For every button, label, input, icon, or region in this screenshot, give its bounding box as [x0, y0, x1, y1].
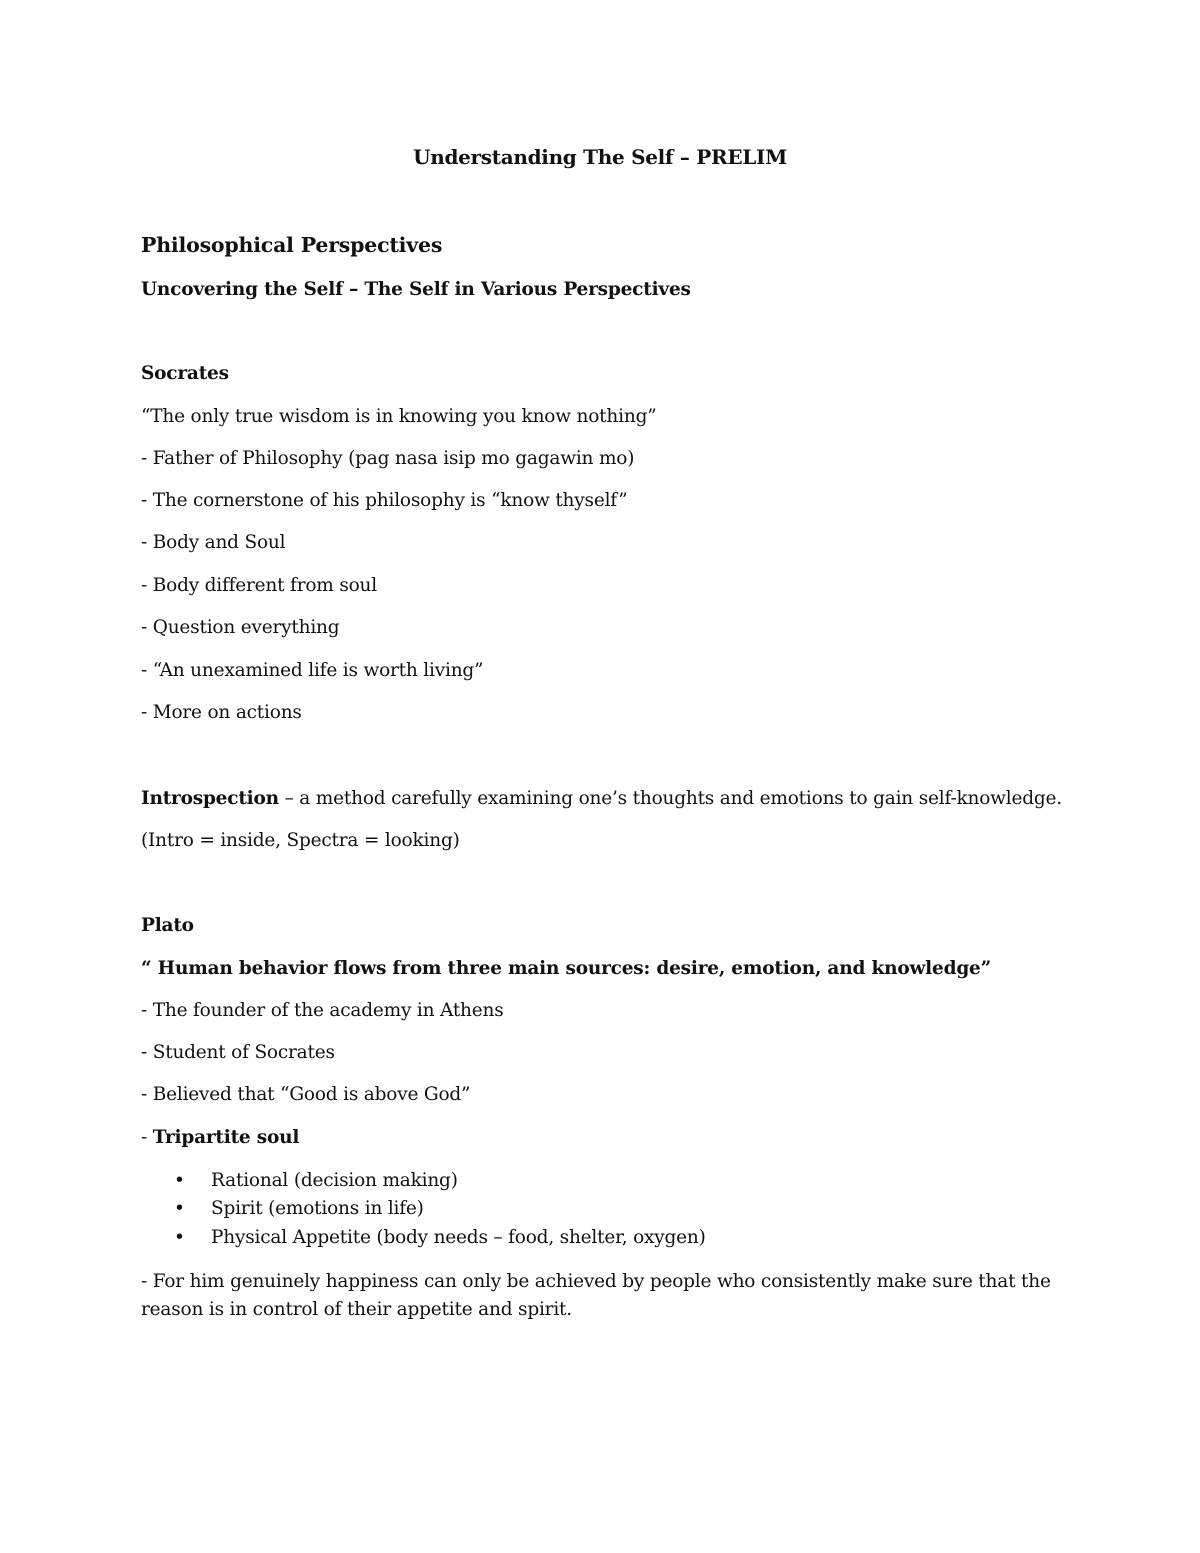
introspection-text: – a method carefully examining one’s thoughts and emotions to gain self-knowledge.	[278, 788, 1062, 809]
plato-quote: “ Human behavior flows from three main sources: desire, emotion, and knowledge”	[141, 958, 992, 979]
bullet-icon: •	[174, 1170, 185, 1191]
bullet-icon: •	[174, 1198, 185, 1219]
socrates-quote: “The only true wisdom is in knowing you know nothing”	[141, 406, 657, 427]
tripartite-dash: -	[141, 1127, 153, 1148]
socrates-point: - Question everything	[141, 617, 340, 638]
introspection-term: Introspection	[141, 788, 279, 809]
socrates-point: - “An unexamined life is worth living”	[141, 660, 484, 681]
section-heading: Philosophical Perspectives	[141, 233, 443, 257]
socrates-point: - More on actions	[141, 702, 302, 723]
plato-point: - The founder of the academy in Athens	[141, 1000, 504, 1021]
introspection-etymology: (Intro = inside, Spectra = looking)	[141, 830, 460, 851]
plato-conclusion: - For him genuinely happiness can only be achieved by people who consistently make sure that the reason is in control of their appetite and spirit.	[141, 1271, 1051, 1320]
tripartite-heading	[141, 1126, 299, 1150]
socrates-point: - Body and Soul	[141, 532, 286, 553]
list-item: Physical Appetite (body needs – food, shelter, oxygen)	[211, 1227, 706, 1248]
introspection-definition	[141, 787, 1062, 811]
document-title: Understanding The Self – PRELIM	[413, 145, 787, 169]
list-item: Rational (decision making)	[211, 1170, 458, 1191]
bullet-icon: •	[174, 1227, 185, 1248]
plato-point: - Student of Socrates	[141, 1042, 335, 1063]
socrates-point: - Father of Philosophy (pag nasa isip mo gagawin mo)	[141, 448, 635, 469]
socrates-point: - The cornerstone of his philosophy is “know thyself”	[141, 490, 628, 511]
subheading: Uncovering the Self – The Self in Various Perspectives	[141, 279, 691, 300]
socrates-heading: Socrates	[141, 363, 229, 384]
socrates-point: - Body different from soul	[141, 575, 377, 596]
plato-point: - Believed that “Good is above God”	[141, 1084, 471, 1105]
plato-heading: Plato	[141, 915, 194, 936]
tripartite-label: Tripartite soul	[152, 1127, 300, 1148]
list-item: Spirit (emotions in life)	[211, 1198, 424, 1219]
